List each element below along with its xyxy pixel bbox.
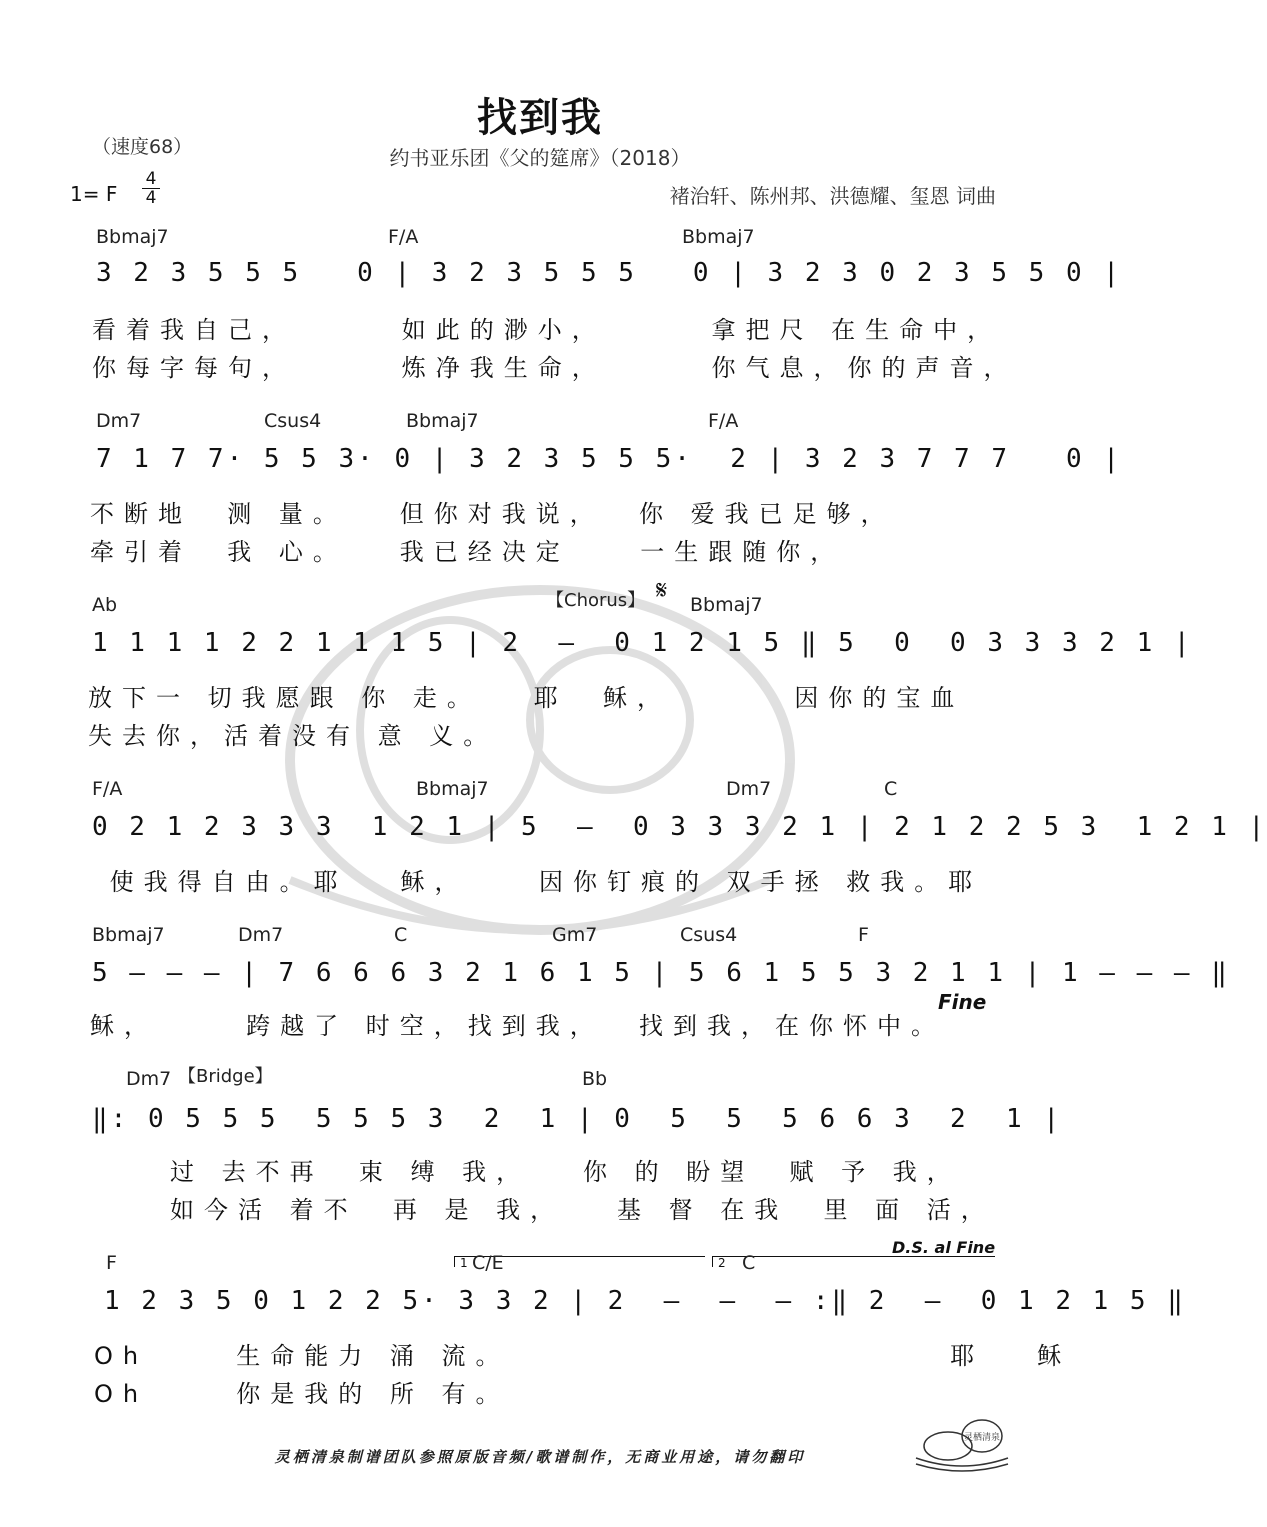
album-subtitle: 约书亚乐团《父的筵席》（2018） <box>389 146 691 170</box>
key-signature: 1= F <box>70 182 118 206</box>
time-signature: $\frac{4}{4}$ <box>142 170 160 207</box>
chord: F/A <box>708 410 739 432</box>
lyric-line: Oh 你是我的 所 有。 <box>94 1380 510 1408</box>
lyric-line: 如今活 着不 再 是 我， 基 督 在我 里 面 活， <box>170 1196 995 1224</box>
song-title: 找到我 <box>477 95 603 141</box>
chord: Dm7 <box>238 924 284 946</box>
lyric-line: 放下一 切我愿跟 你 走。 耶 稣， 因你的宝血 <box>88 684 965 712</box>
notation-line: ‖: 0 5 5 5 5 5 5 3 2 1 | 0 5 5 5 6 6 3 2 1 | <box>92 1104 1062 1134</box>
notation-line: 1 1 1 1 2 2 1 1 1 5 | 2 – 0 1 2 1 5 ‖ 5 0 0 3 3 3 2 1 | <box>92 628 1193 658</box>
chord: F/A <box>92 778 123 800</box>
notation-line: 7 1 7 7· 5 5 3· 0 | 3 2 3 5 5 5· 2 | 3 2 3 7 7 7 0 | <box>96 444 1122 474</box>
logo-text: 灵栖清泉 <box>963 1433 1001 1443</box>
lyric-line: Oh 生命能力 涌 流。 耶 稣 <box>94 1342 1072 1370</box>
chord: Bbmaj7 <box>416 778 489 800</box>
volta-number: 1 <box>460 1256 468 1270</box>
chord: F/A <box>388 226 419 248</box>
tempo: （速度68） <box>92 136 193 158</box>
chord: Bbmaj7 <box>406 410 479 432</box>
lyric-line: 你每字每句， 炼净我生命， 你气息，你的声音， <box>92 354 1018 382</box>
ds-al-fine: D.S. al Fine <box>892 1238 996 1257</box>
notation-line: 5 – – – | 7 6 6 6 3 2 1 6 1 5 | 5 6 1 5 5 3 2 1 1 | 1 – – – ‖ <box>92 958 1230 988</box>
chord: Csus4 <box>264 410 322 432</box>
lyric-line: 过 去不再 束 缚 我， 你 的 盼望 赋 予 我， <box>170 1158 961 1186</box>
chord: Bbmaj7 <box>690 594 763 616</box>
chord: Gm7 <box>552 924 598 946</box>
footer-note: 灵栖清泉制谱团队参照原版音频/歌谱制作，无商业用途，请勿翻印 <box>274 1448 806 1466</box>
chord: Bb <box>582 1068 608 1090</box>
lyric-line: 稣， 跨越了 时空，找到我， 找到我，在你怀中。 <box>90 1012 946 1040</box>
section-tag: 【Chorus】 <box>546 590 646 611</box>
chord: Dm7 <box>126 1068 172 1090</box>
fine-marker: Fine <box>938 990 987 1014</box>
lyric-line: 使我得自由。耶 稣， 因你钉痕的 双手拯 救我。耶 <box>92 868 983 896</box>
chord: C <box>394 924 408 946</box>
chord: C/E <box>472 1252 504 1274</box>
segno-icon: 𝄋 <box>656 576 668 606</box>
chord: F <box>106 1252 117 1274</box>
chord: C <box>742 1252 756 1274</box>
notation-line: 1 2 3 5 0 1 2 2 5· 3 3 2 | 2 – – – :‖ 2 – 0 1 2 1 5 ‖ <box>104 1286 1186 1316</box>
lyric-line: 牵引着 我 心。 我已经决定 一生跟随你， <box>90 538 845 566</box>
chord: Csus4 <box>680 924 738 946</box>
watermark-logo <box>250 560 810 980</box>
chord: Ab <box>92 594 118 616</box>
credits: 褚治轩、陈州邦、洪德耀、玺恩 词曲 <box>669 184 996 208</box>
section-tag: 【Bridge】 <box>178 1066 273 1087</box>
volta-number: 2 <box>718 1256 726 1270</box>
chord: F <box>858 924 869 946</box>
chord: Bbmaj7 <box>96 226 169 248</box>
notation-line: 0 2 1 2 3 3 3 1 2 1 | 5 – 0 3 3 3 2 1 | 2 1 2 2 5 3 1 2 1 | <box>92 812 1267 842</box>
chord: C <box>884 778 898 800</box>
lyric-line: 失去你，活着没有 意 义。 <box>88 722 498 750</box>
chord: Bbmaj7 <box>92 924 165 946</box>
lyric-line: 看着我自己， 如此的渺小， 拿把尺 在生命中， <box>92 316 1002 344</box>
notation-line: 3 2 3 5 5 5 0 | 3 2 3 5 5 5 0 | 3 2 3 0 2 3 5 5 0 | <box>96 258 1122 288</box>
chord: Bbmaj7 <box>682 226 755 248</box>
chord: Dm7 <box>726 778 772 800</box>
chord: Dm7 <box>96 410 142 432</box>
lyric-line: 不断地 测 量。 但你对我说， 你 爱我已足够， <box>90 500 895 528</box>
